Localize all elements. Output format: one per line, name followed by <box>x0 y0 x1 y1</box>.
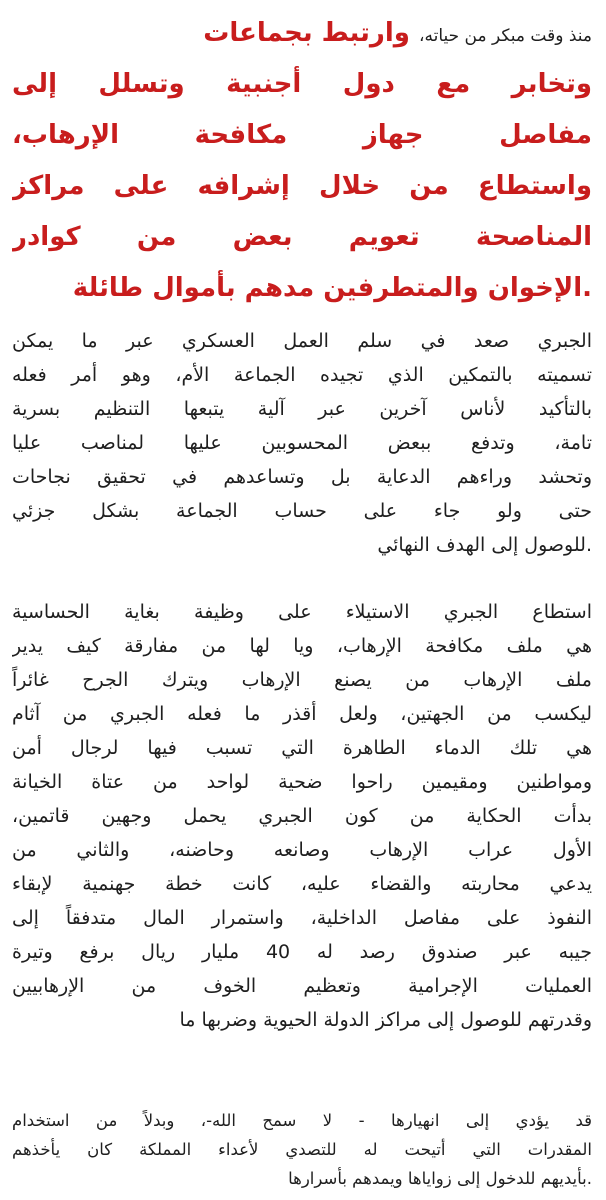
p3-line-1: قد يؤدي إلى انهيارها - لا سمح الله-، وبدلاً من استخدام <box>12 1111 592 1130</box>
p2-line-3: ملف الإرهاب من يصنع الإرهاب ويترك الجرح غائراً <box>12 669 592 691</box>
p3-line-2: المقدرات التي أتيحت له للتصدي لأعداء المملكة كان يأخذهم <box>12 1140 592 1159</box>
intro-line-2: وتخابر مع دول أجنبية وتسلل إلى <box>12 69 592 99</box>
p2-line-1: استطاع الجبري الاستيلاء على وظيفة بغاية الحساسية <box>12 601 592 623</box>
paragraph-2 <box>12 595 592 1037</box>
p2-line-13: وقدرتهم للوصول إلى مراكز الدولة الحيوية وضربها ما <box>179 1009 592 1031</box>
p1-line-6: حتى ولو جاء على حساب الجماعة بشكل جزئي <box>12 500 592 522</box>
paragraph-3 <box>12 1106 592 1193</box>
p2-line-2: هي ملف مكافحة الإرهاب، ويا لها من مفارقة كيف يدير <box>12 635 592 657</box>
p2-line-9: يدعي محاربته والقضاء عليه، كانت خطة جهنمية لإبقاء <box>12 873 592 895</box>
paragraph-1 <box>12 324 592 562</box>
p1-line-4: تامة، وتدفع ببعض المحسوبين عليها لمناصب عليا <box>12 432 592 454</box>
intro-line-3: مفاصل جهاز مكافحة الإرهاب، <box>12 120 592 150</box>
intro-lead-text: منذ وقت مبكر من حياته، <box>418 26 592 46</box>
p1-line-5: وتحشد وراءهم الدعاية بل وتساعدهم في تحقيق نجاحات <box>12 466 592 488</box>
p1-line-1: الجبري صعد في سلم العمل العسكري عبر ما يمكن <box>12 330 592 352</box>
intro-line-5: المناصحة تعويم بعض من كوادر <box>12 222 592 252</box>
p2-line-6: ومواطنين ومقيمين راحوا ضحية لواحد من عتاة الخيانة <box>12 771 592 793</box>
intro-red-text-1: وارتبط بجماعات <box>203 18 410 48</box>
p2-line-8: الأول عراب الإرهاب وصانعه وحاضنه، والثاني من <box>12 839 592 861</box>
p1-line-2: تسميته بالتمكين الذي تجيده الجماعة الأم، وهو أمر فعله <box>12 364 592 386</box>
p2-line-11: جيبه عبر صندوق رصد له 40 مليار ريال برفع وتيرة <box>12 941 592 963</box>
intro-highlight-paragraph <box>12 8 592 314</box>
p2-line-12: العمليات الإجرامية وتعظيم الخوف من الإرهابيين <box>12 975 592 997</box>
p2-line-5: هي تلك الدماء الطاهرة التي تسبب فيها لرجال أمن <box>12 737 592 759</box>
p1-line-7: .للوصول إلى الهدف النهائي <box>377 534 592 556</box>
intro-line-1 <box>12 8 592 59</box>
intro-line-4: واستطاع من خلال إشرافه على مراكز <box>12 171 592 201</box>
p2-line-7: بدأت الحكاية من كون الجبري يحمل وجهين قاتمين، <box>12 805 592 827</box>
p3-line-3: .بأيديهم للدخول إلى زواياها ويمدهم بأسرارها <box>288 1169 592 1188</box>
p2-line-4: ليكسب من الجهتين، ولعل أقذر ما فعله الجبري من آثام <box>12 703 592 725</box>
intro-line-6: .الإخوان والمتطرفين مدهم بأموال طائلة <box>72 273 592 303</box>
p2-line-10: النفوذ على مفاصل الداخلية، واستمرار المال متدفقاً إلى <box>12 907 592 929</box>
p1-line-3: بالتأكيد لأناس آخرين عبر آلية يتبعها التنظيم بسرية <box>12 398 592 420</box>
